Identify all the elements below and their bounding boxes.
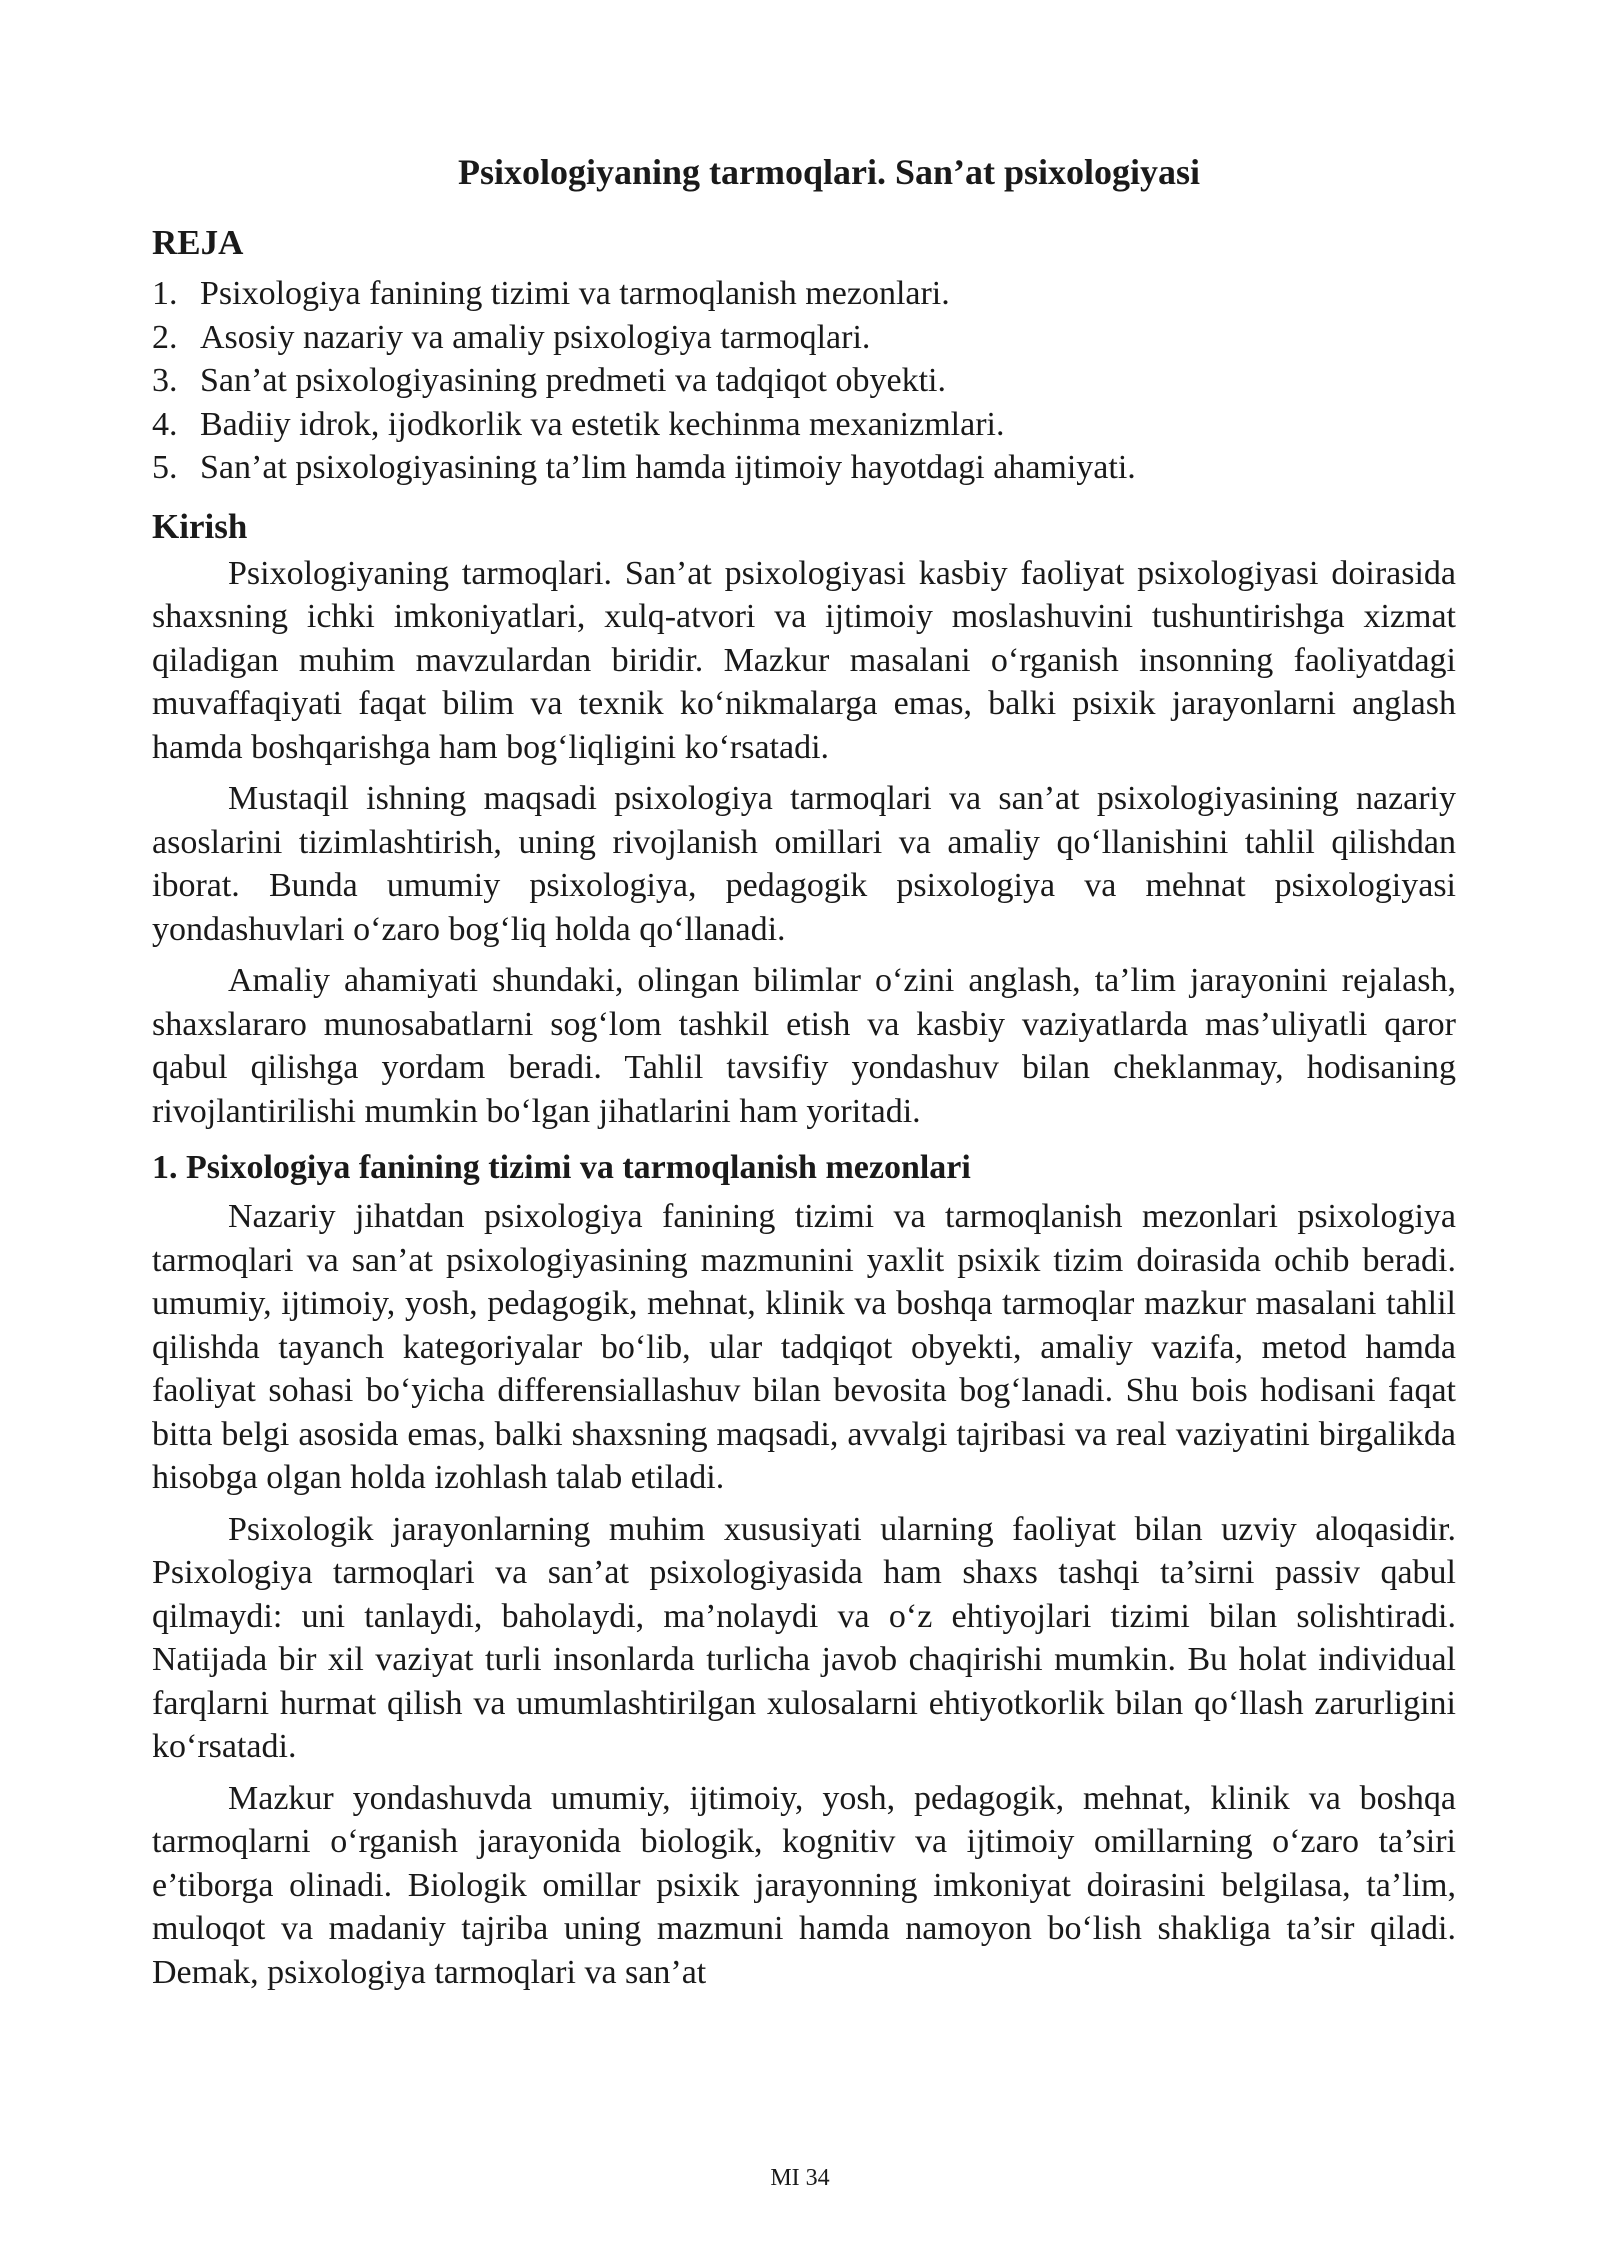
plan-item xyxy=(152,403,1456,447)
plan-item-number: 3. xyxy=(152,362,178,399)
intro-paragraph: Amaliy ahamiyati shundaki, olingan bilimlar o‘zini anglash, ta’lim jarayonini rejalash, shaxslararo munosabatlarni sog‘lom tashkil etish va kasbiy vaziyatlarda mas’uliyatli qaror qabul qilishga yordam beradi. Tahlil tavsifiy yondashuv bilan cheklanmay, hodisaning rivojlantirilishi mumkin bo‘lgan jihatlarini ham yoritadi. xyxy=(152,962,1456,1130)
plan-list xyxy=(152,272,1456,490)
plan-item xyxy=(152,316,1456,360)
plan-item-number: 4. xyxy=(152,405,178,443)
plan-item-text: Badiiy idrok, ijodkorlik va estetik kechinma mexanizmlari. xyxy=(200,405,1005,443)
plan-item-number: 1. xyxy=(152,275,178,312)
document-title: Psixologiyaning tarmoqlari. San’at psixologiyasi xyxy=(457,152,1201,192)
intro-paragraph: Psixologiyaning tarmoqlari. San’at psixologiyasi kasbiy faoliyat psixologiyasi doirasida shaxsning ichki imkoniyatlari, xulq-atvori va ijtimoiy moslashuvini tushuntirishga xizmat qiladigan muhim mavzulardan biridir. Mazkur masalani o‘rganish insonning faoliyatdagi muvaffaqiyati faqat bilim va texnik ko‘nikmalarga emas, balki psixik jarayonlarni anglash hamda boshqarishga ham bog‘liqligini ko‘rsatadi. xyxy=(152,554,1456,766)
plan-item xyxy=(152,272,1456,316)
plan-item-number: 5. xyxy=(152,449,178,486)
document-page xyxy=(152,150,1456,2002)
intro-paragraph: Mustaqil ishning maqsadi psixologiya tarmoqlari va san’at psixologiyasining nazariy asoslarini tizimlashtirish, uning rivojlanish omillari va amaliy qo‘llanishini tahlil qilishdan iborat. Bunda umumiy psixologiya, pedagogik psixologiya va mehnat psixologiyasi yondashuvlari o‘zaro bog‘liq holda qo‘llanadi. xyxy=(152,780,1456,948)
plan-item-text: Asosiy nazariy va amaliy psixologiya tarmoqlari. xyxy=(200,318,871,356)
page-number: MI 34 xyxy=(770,2165,830,2191)
plan-heading: REJA xyxy=(152,223,244,262)
plan-item-text: San’at psixologiyasining ta’lim hamda ijtimoiy hayotdagi ahamiyati. xyxy=(200,449,1136,486)
plan-item xyxy=(152,359,1456,403)
plan-item-text: San’at psixologiyasining predmeti va tadqiqot obyekti. xyxy=(200,362,946,399)
plan-item xyxy=(152,446,1456,490)
section-paragraph: Nazariy jihatdan psixologiya fanining tizimi va tarmoqlanish mezonlari psixologiya tarmoqlari va san’at psixologiyasining mazmunini yaxlit psixik tizim doirasida ochib beradi. umumiy, ijtimoiy, yosh, pedagogik, mehnat, klinik va boshqa tarmoqlar mazkur masalani tahlil qilishda tayanch kategoriyalar bo‘lib, ular tadqiqot obyekti, amaliy vazifa, metod hamda faoliyat sohasi bo‘yicha differensiallashuv bilan bevosita bog‘lanadi. Shu bois hodisani faqat bitta belgi asosida emas, balki shaxsning maqsadi, avvalgi tajribasi va real vaziyatini birgalikda hisobga olgan holda izohlash talab etiladi. xyxy=(152,1198,1456,1496)
section-paragraph: Psixologik jarayonlarning muhim xususiyati ularning faoliyat bilan uzviy aloqasidir. Psixologiya tarmoqlari va san’at psixologiyasida ham shaxs tashqi ta’sirni passiv qabul qilmaydi: uni tanlaydi, baholaydi, ma’nolaydi va o‘z ehtiyojlari tizimi bilan solishtiradi. Natijada bir xil vaziyat turli insonlarda turlicha javob chaqirishi mumkin. Bu holat individual farqlarni hurmat qilish va umumlashtirilgan xulosalarni ehtiyotkorlik bilan qo‘llash zarurligini ko‘rsatadi. xyxy=(152,1510,1456,1765)
section-paragraph: Mazkur yondashuvda umumiy, ijtimoiy, yosh, pedagogik, mehnat, klinik va boshqa tarmoqlarni o‘rganish jarayonida biologik, kognitiv va ijtimoiy omillarning o‘zaro ta’siri e’tiborga olinadi. Biologik omillar psixik jarayonning imkoniyat doirasini belgilasa, ta’lim, muloqot va madaniy tajriba uning mazmuni hamda namoyon bo‘lish shakliga ta’sir qiladi. Demak, psixologiya tarmoqlari va san’at xyxy=(152,1779,1456,1991)
section-heading: 1. Psixologiya fanining tizimi va tarmoqlanish mezonlari xyxy=(152,1149,971,1186)
plan-item-text: Psixologiya fanining tizimi va tarmoqlanish mezonlari. xyxy=(200,275,950,312)
intro-heading: Kirish xyxy=(152,506,248,546)
plan-item-number: 2. xyxy=(152,318,178,356)
